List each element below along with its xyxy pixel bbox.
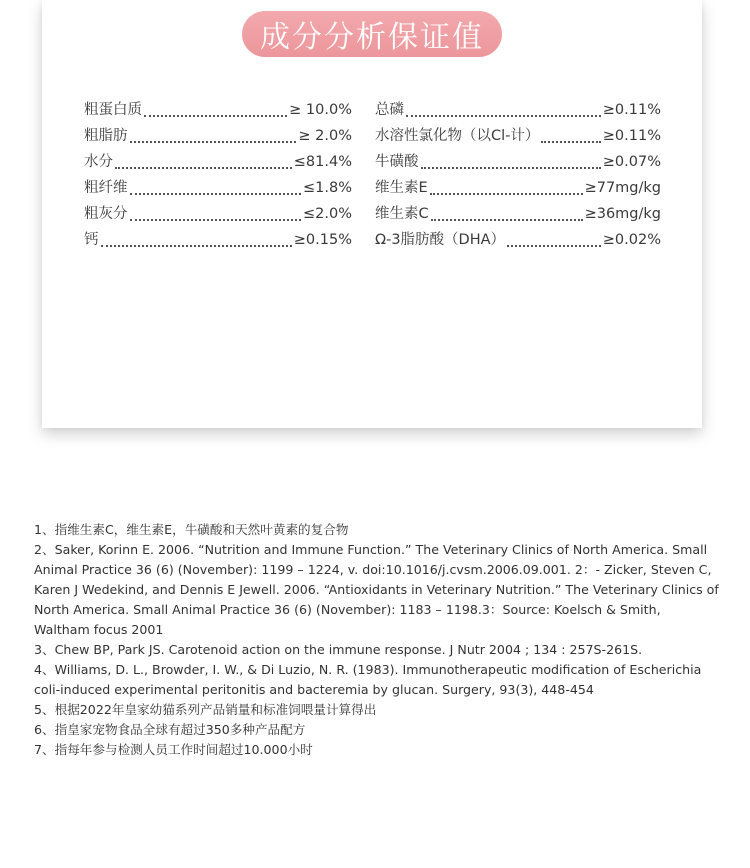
leader-dots — [406, 115, 601, 117]
leader-dots — [541, 141, 600, 143]
nutrient-value: ≥0.02% — [602, 232, 661, 248]
nutrient-name: 维生素E — [375, 180, 428, 196]
nutrient-name: 总磷 — [375, 102, 404, 118]
leader-dots — [115, 167, 292, 169]
reference-item: 7、指每年参与检测人员工作时间超过10.000小时 — [34, 742, 313, 757]
nutrient-name: 牛磺酸 — [375, 154, 419, 170]
nutrient-value: ≥ 2.0% — [298, 128, 352, 144]
nutrient-row — [84, 98, 352, 124]
nutrient-value: ≥0.15% — [293, 232, 352, 248]
references-footnotes — [34, 520, 720, 760]
nutrient-row — [84, 124, 352, 150]
nutrient-value: ≥0.11% — [602, 128, 661, 144]
nutrient-row — [375, 124, 661, 150]
nutrient-name: 水分 — [84, 154, 113, 170]
leader-dots — [507, 245, 601, 247]
nutrient-row — [375, 150, 661, 176]
nutrient-value: ≥ 10.0% — [289, 102, 352, 118]
nutrient-name: 粗蛋白质 — [84, 102, 142, 118]
nutrient-value: ≤2.0% — [303, 206, 352, 222]
nutrient-value: ≤1.8% — [303, 180, 352, 196]
leader-dots — [421, 167, 601, 169]
leader-dots — [130, 141, 297, 143]
nutrient-value: ≥36mg/kg — [584, 206, 661, 222]
nutrient-row — [84, 228, 352, 254]
nutrient-name: 粗灰分 — [84, 206, 128, 222]
nutrient-list-left — [84, 98, 352, 254]
nutrient-value: ≥0.11% — [602, 102, 661, 118]
reference-item: 6、指皇家宠物食品全球有超过350多种产品配方 — [34, 722, 306, 737]
nutrient-name: 粗纤维 — [84, 180, 128, 196]
leader-dots — [431, 219, 583, 221]
nutrient-row — [375, 228, 661, 254]
reference-item: 5、根据2022年皇家幼猫系列产品销量和标准饲喂量计算得出 — [34, 702, 377, 717]
nutrient-row — [84, 202, 352, 228]
leader-dots — [430, 193, 583, 195]
nutrient-row — [375, 98, 661, 124]
leader-dots — [144, 115, 287, 117]
leader-dots — [130, 219, 302, 221]
leader-dots — [101, 245, 292, 247]
section-title: 成分分析保证值 — [242, 11, 502, 57]
reference-item: 2、Saker, Korinn E. 2006. “Nutrition and Immune Function.” The Veterinary Clinics of North America. Small Animal Practice 36 (6) (November): 1199 – 1224, v. doi:10.1016/j.cvsm.2006.09.001. 2：- Zicker, Steven C, Karen J Wedekind, and Dennis E Jewell. 2006. “Antioxidants in Veterinary Nutrition.” The Veterinary Clinics of North America. Small Animal Practice 36 (6) (November): 1183 – 1198.3：Source: Koelsch & Smith, Waltham focus 2001 — [34, 542, 719, 637]
reference-item: 4、Williams, D. L., Browder, I. W., & Di Luzio, N. R. (1983). Immunotherapeutic modification of Escherichia coli-induced experimental peritonitis and bacteremia by glucan. Surgery, 93(3), 448-454 — [34, 662, 702, 697]
nutrient-value: ≥0.07% — [602, 154, 661, 170]
reference-item: 3、Chew BP, Park JS. Carotenoid action on the immune response. J Nutr 2004 ; 134 : 257S-261S. — [34, 642, 643, 657]
nutrient-name: 水溶性氯化物（以Cl-计） — [375, 128, 540, 144]
nutrient-value: ≥77mg/kg — [584, 180, 661, 196]
nutrient-list-right — [375, 98, 661, 254]
leader-dots — [130, 193, 302, 195]
nutrient-value: ≤81.4% — [293, 154, 352, 170]
nutrient-name: 钙 — [84, 232, 99, 248]
nutrient-row — [375, 202, 661, 228]
guaranteed-analysis-card — [42, 0, 702, 428]
nutrient-row — [84, 176, 352, 202]
nutrient-name: Ω-3脂肪酸（DHA） — [375, 232, 506, 248]
nutrient-name: 维生素C — [375, 206, 429, 222]
nutrient-name: 粗脂肪 — [84, 128, 128, 144]
nutrient-row — [375, 176, 661, 202]
nutrient-row — [84, 150, 352, 176]
reference-item: 1、指维生素C，维生素E，牛磺酸和天然叶黄素的复合物 — [34, 522, 349, 537]
